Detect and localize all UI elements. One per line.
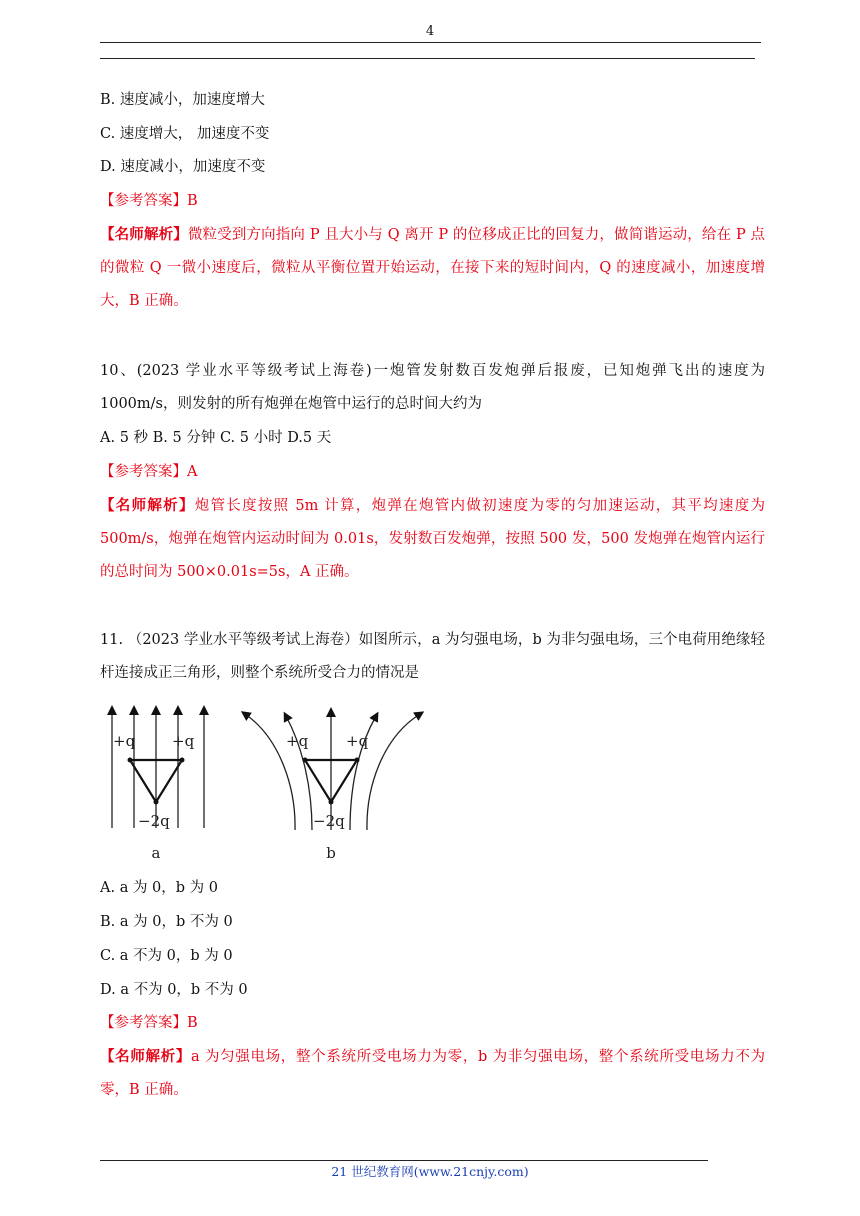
fig-a-charge-left: +q (113, 732, 136, 750)
q11-option-d: D. a 不为 0，b 不为 0 (100, 982, 248, 998)
fig-b-charge-neg: −2q (313, 812, 345, 830)
fig-a-charge-right: +q (172, 732, 195, 750)
q9-analysis-tag: 【名师解析】 (100, 226, 188, 243)
q11-option-b: B. a 为 0，b 不为 0 (100, 914, 233, 930)
fig-a-label: a (151, 844, 161, 862)
q11-analysis-text: a 为匀强电场，整个系统所受电场力为零，b 为非匀强电场，整个系统所受电场力不为零，B 正确。 (100, 1049, 765, 1098)
q10-analysis-tag: 【名师解析】 (100, 497, 195, 514)
q11-option-c: C. a 不为 0，b 为 0 (100, 948, 233, 964)
q10-answer: 【参考答案】A (100, 464, 198, 480)
q10-analysis (100, 489, 765, 589)
fig-b-charge-right: +q (346, 732, 369, 750)
q9-option-c: C. 速度增大， 加速度不变 (100, 126, 270, 142)
q11-figure (100, 698, 440, 863)
q9-analysis (100, 218, 765, 318)
nonuniform-field-diagram (245, 712, 420, 862)
footer-source: 21 世纪教育网(www.21cnjy.com) (331, 1164, 529, 1179)
q9-answer: 【参考答案】B (100, 193, 198, 209)
q9-analysis-text: 微粒受到方向指向 P 且大小与 Q 离开 P 的位移成正比的回复力，做简谐运动，给在 P 点的微粒 Q 一微小速度后，微粒从平衡位置开始运动，在接下来的短时间内，Q 的速度减小，加速度增大，B 正确。 (100, 227, 765, 309)
footer-rule (100, 1160, 708, 1161)
header-rule (100, 42, 761, 43)
q11-option-a: A. a 为 0，b 为 0 (100, 880, 219, 896)
q11-stem: 11. （2023 学业水平等级考试上海卷）如图所示，a 为匀强电场，b 为非匀强电场，三个电荷用绝缘轻杆连接成正三角形，则整个系统所受合力的情况是 (100, 632, 765, 681)
q9-option-b: B. 速度减小，加速度增大 (100, 92, 265, 108)
uniform-field-diagram (112, 710, 204, 862)
q11-answer: 【参考答案】B (100, 1015, 198, 1031)
fig-b-charge-left: +q (286, 732, 309, 750)
fig-a-charge-neg: −2q (138, 812, 170, 830)
q10-stem: 10、(2023 学业水平等级考试上海卷)一炮管发射数百发炮弹后报废，已知炮弹飞出的速度为 1000m/s，则发射的所有炮弹在炮管中运行的总时间大约为 (100, 363, 765, 412)
fig-b-label: b (326, 844, 336, 862)
q10-analysis-text: 炮管长度按照 5m 计算，炮弹在炮管内做初速度为零的匀加速运动，其平均速度为 500m/s，炮弹在炮管内运动时间为 0.01s，发射数百发炮弹，按照 500 发，500 发炮弹在炮管内运行的总时间为 500×0.01s=5s，A 正确。 (100, 498, 765, 580)
q11-analysis (100, 1040, 765, 1107)
header-rule-secondary (100, 58, 755, 59)
q11-analysis-tag: 【名师解析】 (100, 1048, 192, 1065)
q9-option-d: D. 速度减小，加速度不变 (100, 159, 266, 175)
q10-options: A. 5 秒 B. 5 分钟 C. 5 小时 D.5 天 (100, 430, 332, 446)
page-number: 4 (425, 24, 435, 39)
